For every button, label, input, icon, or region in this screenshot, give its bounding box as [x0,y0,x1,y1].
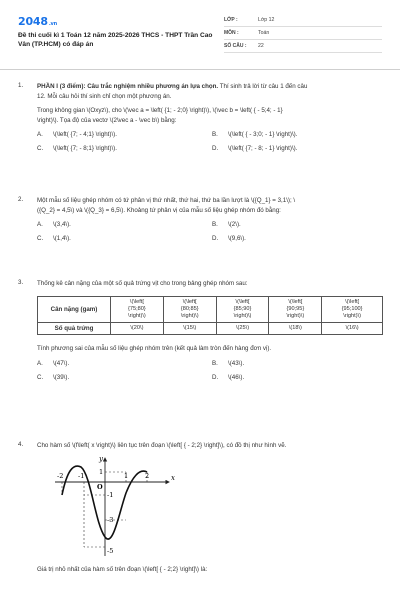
question-number: 2. [18,196,24,203]
question-text: ({Q_2} = 4,5\) và \({Q_3} = 6,5\). Khoảng tứ phân vị của mẫu số liệu ghép nhóm đó bằng: [37,206,281,214]
option-c[interactable]: C. \(1,4\). [37,235,71,243]
function-curve [62,466,150,539]
options-row [37,373,382,387]
meta-key: LỚP : [224,17,238,23]
table-cell: \(\left[ {75;80} \right)\) [111,296,164,323]
question-text: Cho hàm số \(f\left( x \right)\) liên tục trên đoạn \(\left[ { - 2;2} \right]\), có đồ thị như hình vẽ. [37,442,287,449]
question-number: 3. [18,279,24,286]
question-intro [37,82,382,92]
question-number: 1. [18,82,24,89]
option-d[interactable]: D. \(\left( {7; - 8; - 1} \right)\). [212,145,298,153]
question-body [37,441,382,574]
intro-text: Thí sinh trả lời từ câu 1 đến câu [218,83,308,90]
tick-label: -5 [107,546,114,555]
question-text: Trong không gian \(Oxyz\), cho \(\vec a = \left( {1; - 2;0} \right)\), \(\vec b = \left( { - 5;4; - 1} [37,107,283,115]
meta-table [224,14,382,53]
question-number: 4. [18,441,24,448]
option-a[interactable]: A. \(\left( {7; - 4;1} \right)\). [37,131,117,139]
table-cell: \(25\) [216,323,269,335]
intro-line-2: 12. Mỗi câu hỏi thí sinh chỉ chọn một phương án. [37,92,172,100]
tick-label: -3 [107,515,114,524]
table-header: Số quả trứng [38,323,111,335]
table-cell: \(20\) [111,323,164,335]
meta-row-count [224,40,382,53]
question-text: \right)\). Tọa độ của vectơ \(2\vec a - \vec b\) bằng: [37,116,177,124]
table-cell: \(\left[ {95;100} \right)\) [322,296,383,323]
tick-label: 1 [124,471,129,480]
question-text: Giá trị nhỏ nhất của hàm số trên đoạn \(\left[ { - 2;2} \right]\) là: [37,565,208,573]
options-row [37,234,382,248]
option-c[interactable]: C. \(39\). [37,374,70,381]
header-divider [0,69,400,70]
option-b[interactable]: B. \(43\). [212,360,245,367]
meta-value: Lớp 12 [258,17,275,23]
logo-suffix: .vn [48,21,57,27]
table-cell: \(15\) [163,323,216,335]
meta-key: SỐ CÂU : [224,43,247,49]
logo-text: 2048 [18,15,48,28]
origin-label: O [97,482,103,491]
question-text: Tính phương sai của mẫu số liệu ghép nhóm trên (kết quả làm tròn đến hàng đơn vị). [37,345,272,353]
meta-value: 22 [258,43,264,49]
tick-label: -1 [107,490,114,499]
meta-row-subject [224,27,382,40]
options-row [37,359,382,373]
tick-label: -2 [57,471,64,480]
option-b[interactable]: B. \(\left( { - 3;0; - 1} \right)\). [212,131,298,139]
meta-key: MÔN : [224,30,239,36]
table-row [38,323,383,335]
table-row [38,296,383,323]
option-c[interactable]: C. \(\left( {7; - 8;1} \right)\). [37,145,117,153]
table-cell: \(16\) [322,323,383,335]
graph-svg [47,453,187,561]
curve-lower-branch [81,547,105,551]
option-d[interactable]: D. \(46\). [212,374,245,381]
option-d[interactable]: D. \(9,6\). [212,235,246,243]
table-cell: \(\left[ {90;95} \right)\) [269,296,322,323]
table-cell: \(\left[ {80;85} \right)\) [163,296,216,323]
y-axis-label: y [99,454,103,463]
meta-value: Toán [258,30,270,36]
function-graph [47,453,187,561]
tick-label: 2 [145,471,150,480]
x-axis-label: x [171,473,175,482]
site-logo[interactable] [18,15,57,28]
section-heading: PHẦN I (3 điểm): Câu trắc nghiệm nhiều phương án lựa chọn. [37,83,219,90]
option-b[interactable]: B. \(2\). [212,221,241,229]
options-row [37,144,382,158]
meta-row-class [224,14,382,27]
options-row [37,130,382,144]
question-text: Thống kê cân nặng của một số quả trứng vịt cho trong bảng ghép nhóm sau: [37,280,248,287]
table-header: Cân nặng (gam) [38,296,111,323]
tick-label: -1 [78,471,85,480]
question-body [37,82,382,158]
table-cell: \(\left[ {85;90} \right)\) [216,296,269,323]
question-body [37,196,382,248]
page-title: Đề thi cuối kì 1 Toán 12 năm 2025-2026 THCS - THPT Trần Cao Vân (TP.HCM) có đáp án [18,32,213,49]
question-body [37,279,382,387]
question-text: Một mẫu số liệu ghép nhóm có tứ phân vị thứ nhất, thứ hai, thứ ba lần lượt là \({Q_1} = 3,1\); \ [37,197,296,204]
document-header [0,0,400,72]
option-a[interactable]: A. \(47\). [37,360,70,367]
table-cell: \(18\) [269,323,322,335]
data-table [37,296,383,336]
options-row [37,220,382,234]
option-a[interactable]: A. \(3,4\). [37,221,71,229]
tick-label: 1 [99,467,104,476]
